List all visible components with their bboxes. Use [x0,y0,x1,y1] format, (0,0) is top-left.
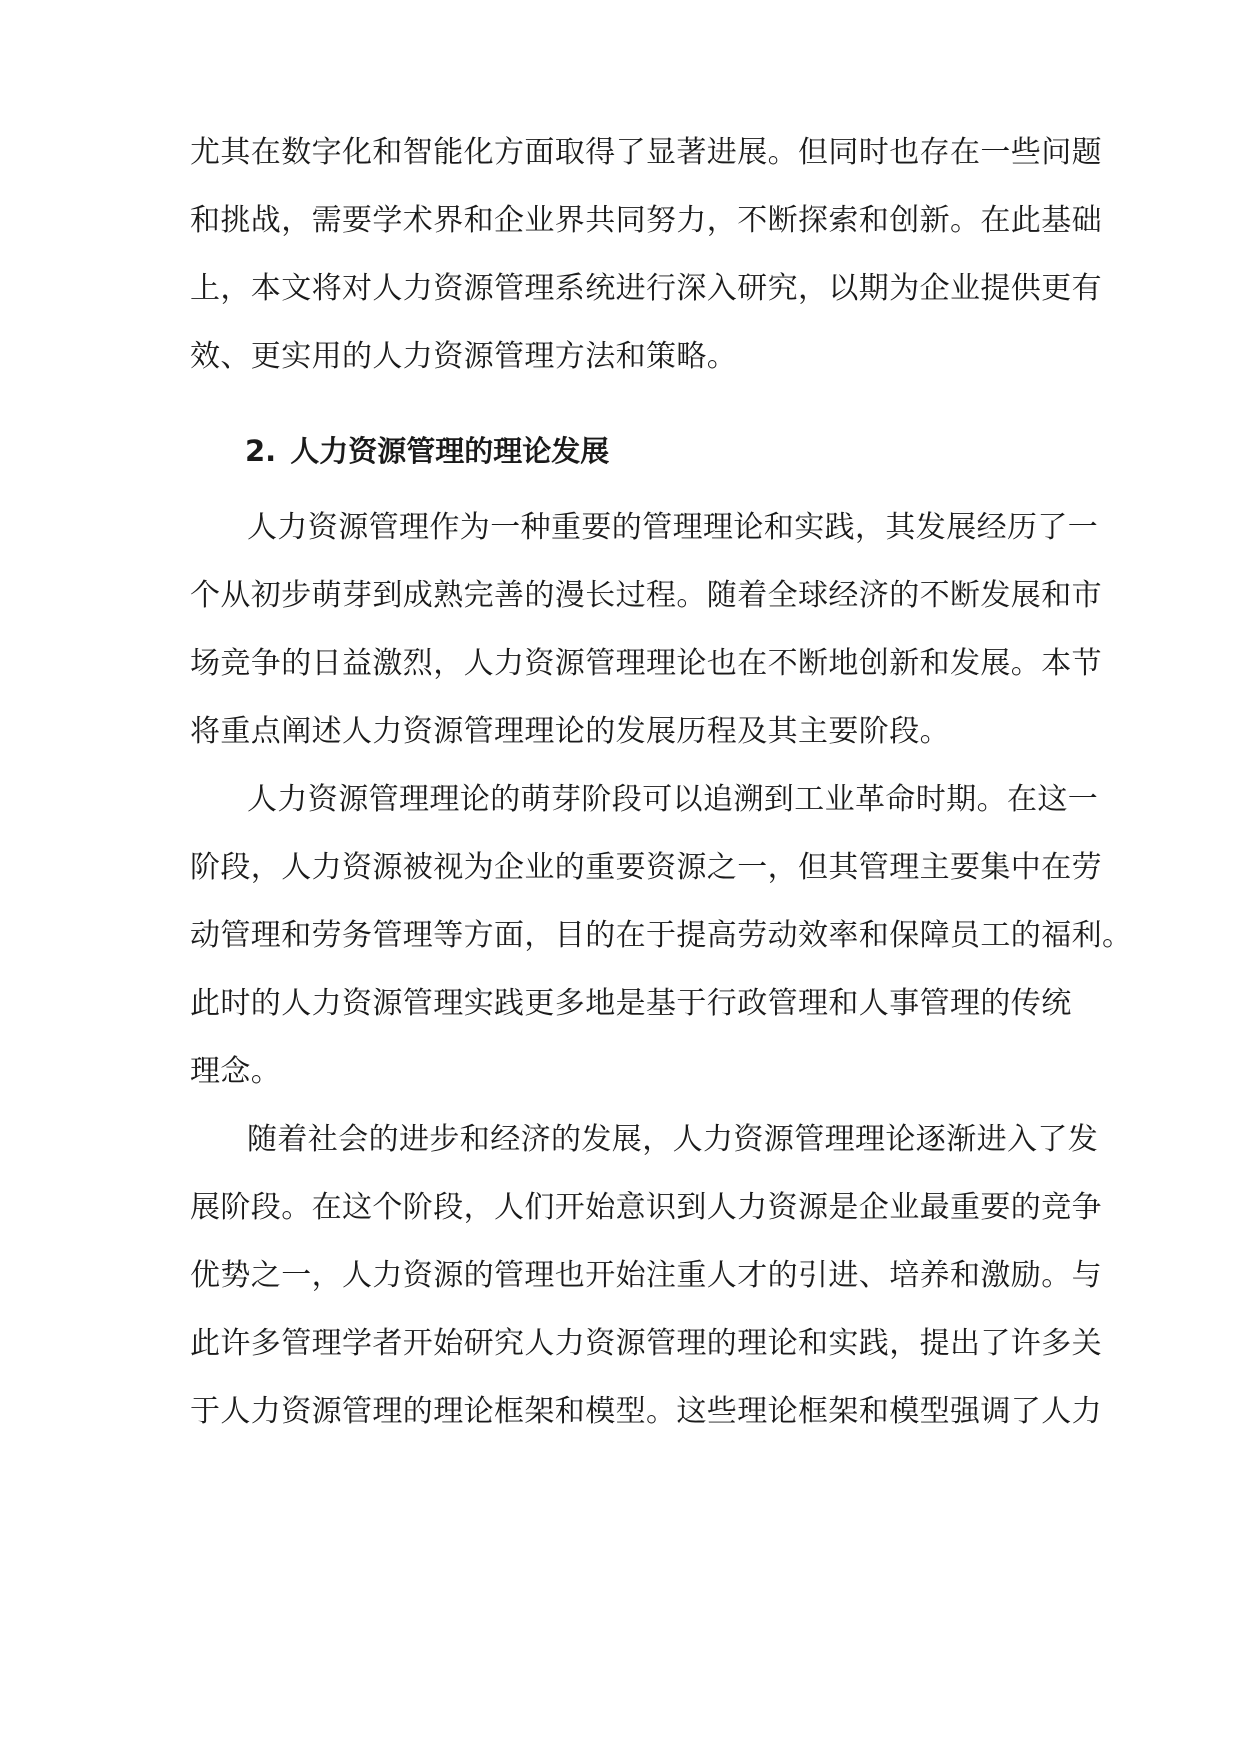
paragraph-line: 将重点阐述人力资源管理理论的发展历程及其主要阶段。 [190,714,950,749]
paragraph-line: 阶段，人力资源被视为企业的重要资源之一，但其管理主要集中在劳 [190,850,1102,885]
paragraph-line: 此时的人力资源管理实践更多地是基于行政管理和人事管理的传统 [190,986,1072,1021]
paragraph-line: 和挑战，需要学术界和企业界共同努力，不断探索和创新。在此基础 [190,203,1102,238]
paragraph-line: 展阶段。在这个阶段，人们开始意识到人力资源是企业最重要的竞争 [190,1190,1102,1225]
paragraph-line: 人力资源管理理论的萌芽阶段可以追溯到工业革命时期。在这一 [247,782,1099,817]
section-heading [245,431,609,471]
paragraph-line: 场竞争的日益激烈，人力资源管理理论也在不断地创新和发展。本节 [190,646,1102,681]
paragraph-line: 动管理和劳务管理等方面，目的在于提高劳动效率和保障员工的福利。 [190,918,1133,953]
paragraph-line: 随着社会的进步和经济的发展，人力资源管理理论逐渐进入了发 [247,1122,1099,1157]
paragraph-line: 尤其在数字化和智能化方面取得了显著进展。但同时也存在一些问题 [190,135,1102,170]
paragraph-line: 上，本文将对人力资源管理系统进行深入研究，以期为企业提供更有 [190,271,1102,306]
paragraph-line: 此许多管理学者开始研究人力资源管理的理论和实践，提出了许多关 [190,1326,1102,1361]
paragraph-line: 效、更实用的人力资源管理方法和策略。 [190,339,738,374]
section-title: 人力资源管理的理论发展 [290,434,610,468]
paragraph-line: 优势之一，人力资源的管理也开始注重人才的引进、培养和激励。与 [190,1258,1102,1293]
section-number: 2. [245,434,277,468]
paragraph-line: 人力资源管理作为一种重要的管理理论和实践，其发展经历了一 [247,510,1099,545]
paragraph-line: 个从初步萌芽到成熟完善的漫长过程。随着全球经济的不断发展和市 [190,578,1102,613]
paragraph-line: 理念。 [190,1054,282,1089]
paragraph-line: 于人力资源管理的理论框架和模型。这些理论框架和模型强调了人力 [190,1394,1102,1429]
